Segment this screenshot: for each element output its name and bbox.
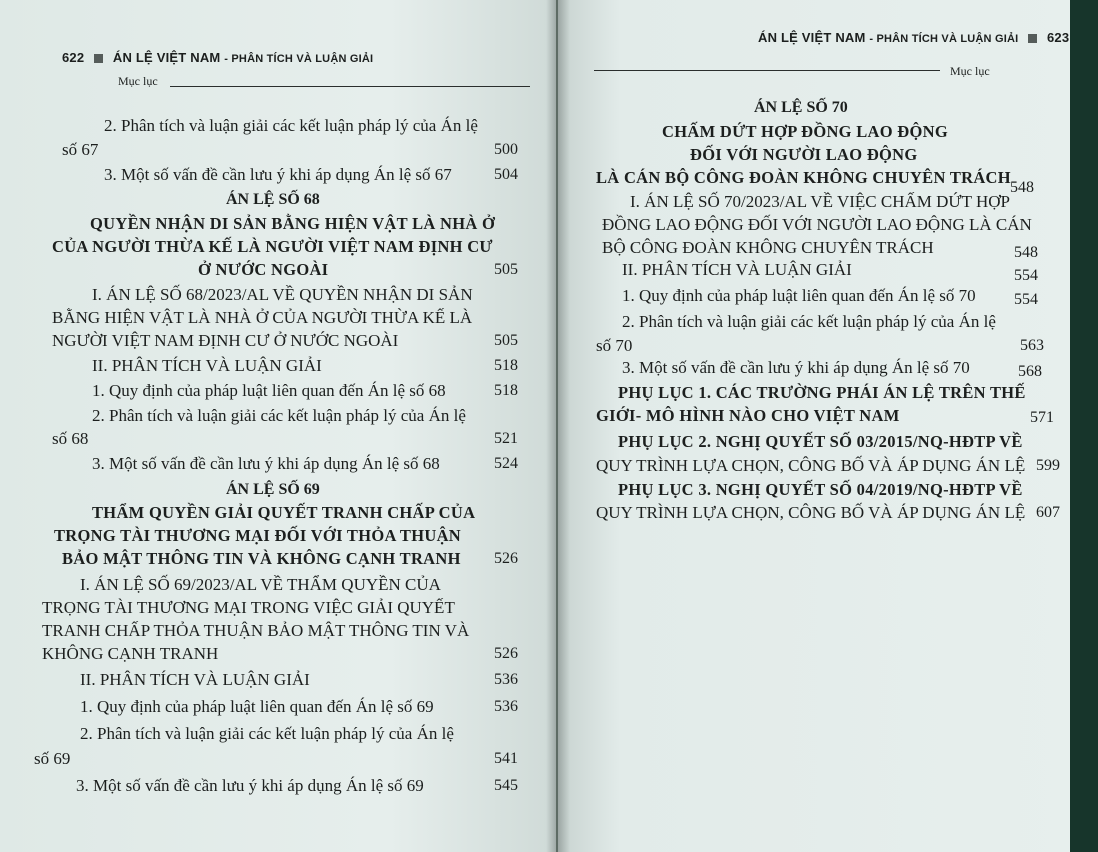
toc-entry-line: số 70 xyxy=(596,336,633,355)
toc-page-number: 571 xyxy=(1030,409,1054,426)
section-title-line: THẨM QUYỀN GIẢI QUYẾT TRANH CHẤP CỦA xyxy=(92,503,476,522)
book-subtitle: - PHÂN TÍCH VÀ LUẬN GIẢI xyxy=(224,53,374,65)
section-label: Mục lục xyxy=(118,74,158,88)
header-rule xyxy=(170,86,530,87)
book-gutter xyxy=(546,0,570,852)
toc-entry-line: I. ÁN LỆ SỐ 68/2023/AL VỀ QUYỀN NHẬN DI SẢN xyxy=(92,285,473,304)
toc-entry-line: TRANH CHẤP THỎA THUẬN BẢO MẬT THÔNG TIN VÀ xyxy=(42,621,470,640)
toc-entry-line: 3. Một số vấn đề cần lưu ý khi áp dụng Án lệ số 68 xyxy=(92,454,440,473)
toc-entry-line: 1. Quy định của pháp luật liên quan đến Án lệ số 69 xyxy=(80,697,434,716)
toc-page-number: 524 xyxy=(494,455,518,472)
toc-entry-line: 1. Quy định của pháp luật liên quan đến Án lệ số 70 xyxy=(622,286,976,305)
toc-entry-line: ĐỒNG LAO ĐỘNG ĐỐI VỚI NGƯỜI LAO ĐỘNG LÀ CÁN xyxy=(602,215,1032,234)
toc-page-number: 568 xyxy=(1018,363,1042,380)
toc-page-number: 500 xyxy=(494,141,518,158)
page-number: 623 xyxy=(1047,30,1070,45)
section-heading: ÁN LỆ SỐ 70 xyxy=(754,99,848,116)
toc-page-number: 518 xyxy=(494,357,518,374)
section-title-line: ĐỐI VỚI NGƯỜI LAO ĐỘNG xyxy=(690,145,918,164)
book-title: ÁN LỆ VIỆT NAM xyxy=(758,30,866,45)
square-bullet-icon xyxy=(94,54,103,63)
appendix-title-line: PHỤ LỤC 2. NGHỊ QUYẾT SỐ 03/2015/NQ-HĐTP VỀ xyxy=(618,432,1023,451)
toc-entry-line: 3. Một số vấn đề cần lưu ý khi áp dụng Án lệ số 69 xyxy=(76,776,424,795)
toc-page-number: 526 xyxy=(494,550,518,567)
toc-entry-line: TRỌNG TÀI THƯƠNG MẠI TRONG VIỆC GIẢI QUYẾT xyxy=(42,598,455,617)
toc-page-number: 563 xyxy=(1020,337,1044,354)
section-heading: ÁN LỆ SỐ 68 xyxy=(226,191,320,208)
toc-entry-line: NGƯỜI VIỆT NAM ĐỊNH CƯ Ở NƯỚC NGOÀI xyxy=(52,331,399,350)
toc-page-number: 526 xyxy=(494,645,518,662)
toc-entry-line: 2. Phân tích và luận giải các kết luận pháp lý của Án lệ xyxy=(104,116,478,135)
section-title-line: TRỌNG TÀI THƯƠNG MẠI ĐỐI VỚI THỎA THUẬN xyxy=(54,526,462,545)
square-bullet-icon xyxy=(1028,34,1037,43)
toc-entry-line: BẰNG HIỆN VẬT LÀ NHÀ Ở CỦA NGƯỜI THỪA KẾ LÀ xyxy=(52,308,473,327)
page-number: 622 xyxy=(62,50,85,65)
book-cover-edge xyxy=(1070,0,1098,852)
book-subtitle: - PHÂN TÍCH VÀ LUẬN GIẢI xyxy=(869,33,1019,45)
toc-entry-line: 1. Quy định của pháp luật liên quan đến Án lệ số 68 xyxy=(92,381,446,400)
right-running-header xyxy=(758,30,1069,45)
toc-entry-line: II. PHÂN TÍCH VÀ LUẬN GIẢI xyxy=(92,356,322,375)
toc-entry-line: 2. Phân tích và luận giải các kết luận pháp lý của Án lệ xyxy=(80,724,454,743)
toc-entry-line: I. ÁN LỆ SỐ 70/2023/AL VỀ VIỆC CHẤM DỨT HỢP xyxy=(630,192,1010,211)
toc-page-number: 554 xyxy=(1014,291,1038,308)
toc-entry-line: QUY TRÌNH LỰA CHỌN, CÔNG BỐ VÀ ÁP DỤNG ÁN LỆ xyxy=(596,503,1026,522)
toc-entry-line: 3. Một số vấn đề cần lưu ý khi áp dụng Án lệ số 70 xyxy=(622,358,970,377)
toc-entry-line: II. PHÂN TÍCH VÀ LUẬN GIẢI xyxy=(80,670,310,689)
right-page xyxy=(558,0,1076,852)
section-heading: ÁN LỆ SỐ 69 xyxy=(226,481,320,498)
section-title-line: QUYỀN NHẬN DI SẢN BẰNG HIỆN VẬT LÀ NHÀ Ở xyxy=(90,214,496,233)
toc-page-number: 505 xyxy=(494,332,518,349)
header-rule xyxy=(594,70,940,71)
toc-page-number: 607 xyxy=(1036,504,1060,521)
toc-entry-line: KHÔNG CẠNH TRANH xyxy=(42,644,219,663)
section-title-line: LÀ CÁN BỘ CÔNG ĐOÀN KHÔNG CHUYÊN TRÁCH xyxy=(596,168,1011,187)
toc-entry-line: 3. Một số vấn đề cần lưu ý khi áp dụng Án lệ số 67 xyxy=(104,165,452,184)
toc-entry-line: số 68 xyxy=(52,429,89,448)
section-title-line: Ở NƯỚC NGOÀI xyxy=(198,260,329,279)
toc-entry-line: II. PHÂN TÍCH VÀ LUẬN GIẢI xyxy=(622,260,852,279)
section-title-line: BẢO MẬT THÔNG TIN VÀ KHÔNG CẠNH TRANH xyxy=(62,549,461,568)
appendix-title-line: PHỤ LỤC 1. CÁC TRƯỜNG PHÁI ÁN LỆ TRÊN THẾ xyxy=(618,383,1026,402)
section-title-line: CHẤM DỨT HỢP ĐỒNG LAO ĐỘNG xyxy=(662,122,949,141)
toc-page-number: 504 xyxy=(494,166,518,183)
section-title-line: CỦA NGƯỜI THỪA KẾ LÀ NGƯỜI VIỆT NAM ĐỊNH CƯ xyxy=(52,237,493,256)
left-running-header xyxy=(62,50,373,65)
appendix-title-line: PHỤ LỤC 3. NGHỊ QUYẾT SỐ 04/2019/NQ-HĐTP VỀ xyxy=(618,480,1023,499)
toc-page-number: 545 xyxy=(494,777,518,794)
toc-entry-line: I. ÁN LỆ SỐ 69/2023/AL VỀ THẨM QUYỀN CỦA xyxy=(80,575,441,594)
book-title: ÁN LỆ VIỆT NAM xyxy=(112,50,221,65)
toc-page-number: 541 xyxy=(494,750,518,767)
toc-page-number: 518 xyxy=(494,382,518,399)
toc-entry-line: số 67 xyxy=(62,140,99,159)
toc-entry-line: số 69 xyxy=(34,749,71,768)
toc-page-number: 548 xyxy=(1010,179,1034,196)
toc-page-number: 554 xyxy=(1014,267,1038,284)
toc-page-number: 521 xyxy=(494,430,518,447)
toc-entry-line: 2. Phân tích và luận giải các kết luận pháp lý của Án lệ xyxy=(92,406,466,425)
toc-entry-line: BỘ CÔNG ĐOÀN KHÔNG CHUYÊN TRÁCH xyxy=(602,238,934,257)
toc-page-number: 505 xyxy=(494,261,518,278)
section-label: Mục lục xyxy=(950,64,990,78)
toc-page-number: 599 xyxy=(1036,457,1060,474)
toc-entry-line: QUY TRÌNH LỰA CHỌN, CÔNG BỐ VÀ ÁP DỤNG ÁN LỆ xyxy=(596,456,1026,475)
toc-entry-line: 2. Phân tích và luận giải các kết luận pháp lý của Án lệ xyxy=(622,312,996,331)
toc-page-number: 536 xyxy=(494,698,518,715)
toc-page-number: 548 xyxy=(1014,244,1038,261)
appendix-title-line: GIỚI- MÔ HÌNH NÀO CHO VIỆT NAM xyxy=(596,406,900,425)
toc-page-number: 536 xyxy=(494,671,518,688)
